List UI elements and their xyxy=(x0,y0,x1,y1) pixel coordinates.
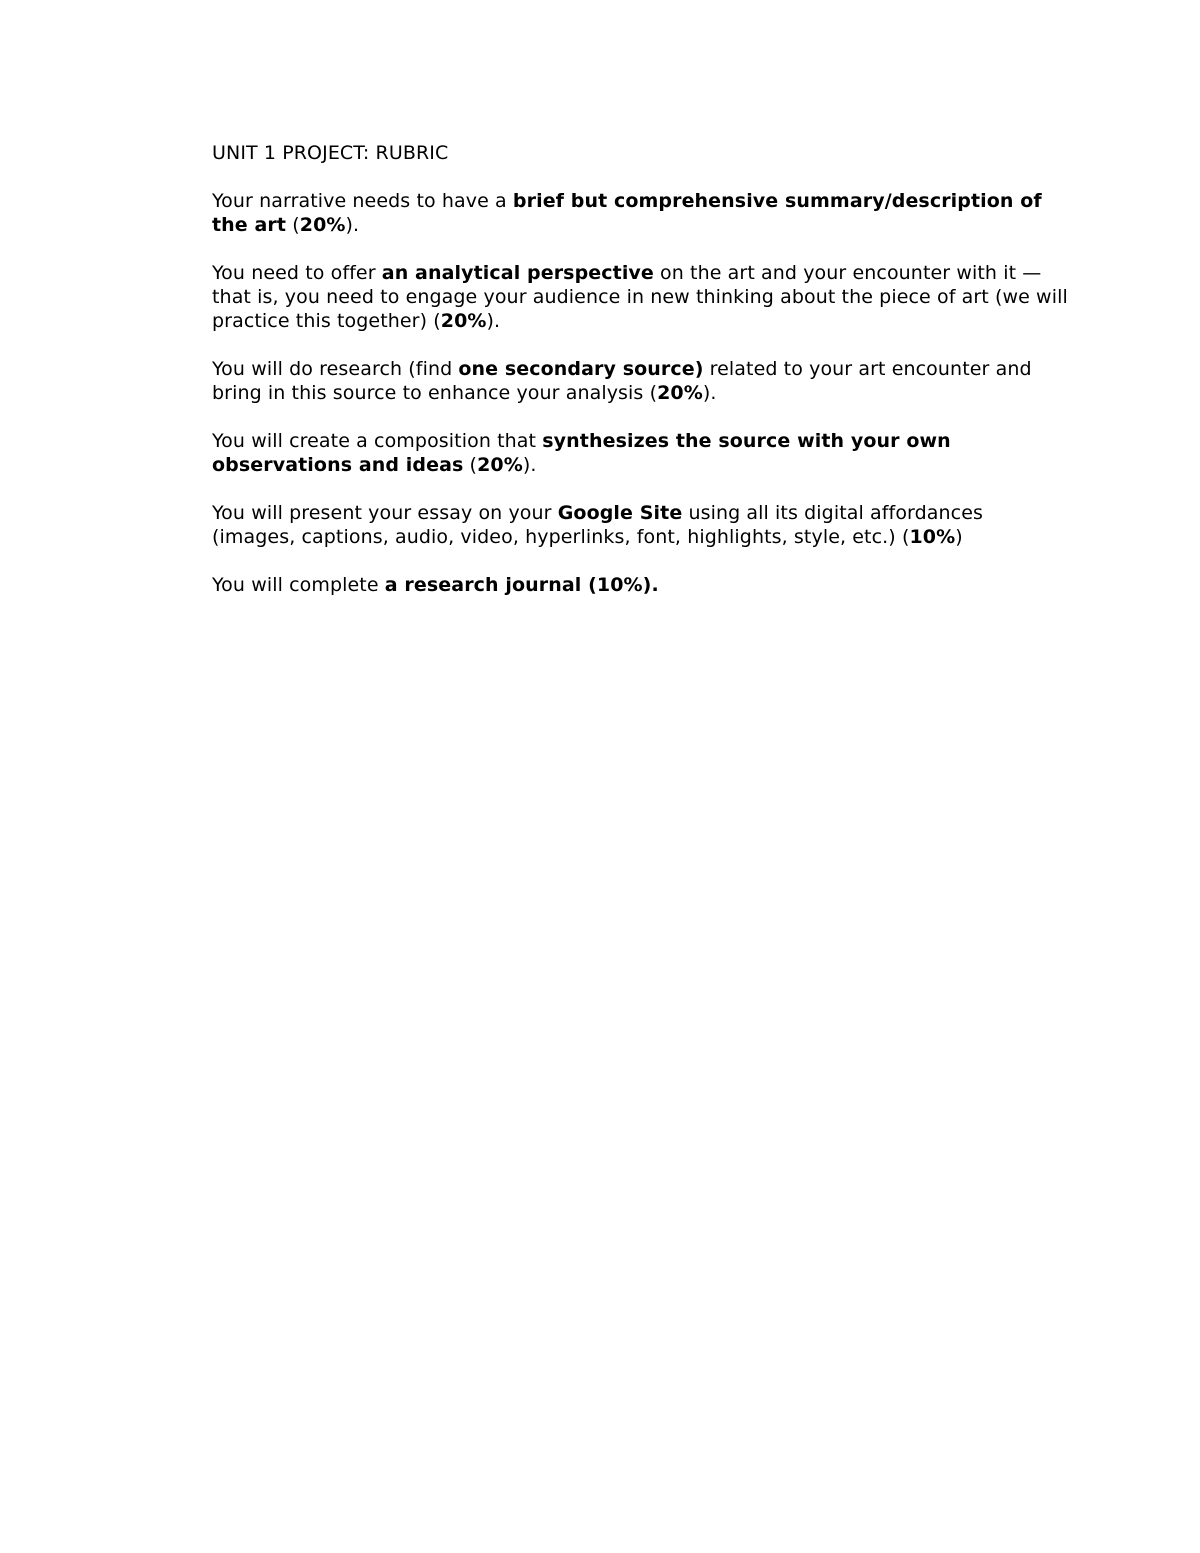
segment: related to your art encounter and bring in this source to enhance your analysis ( xyxy=(212,358,1032,404)
percent-weight: 20% xyxy=(440,310,487,332)
rubric-item-google-site xyxy=(212,501,1072,549)
segment: on the art and your encounter with it — that is, you need to engage your audience in new thinking about the piece of art (we will practice this together) ( xyxy=(212,262,1068,332)
segment: using all its digital affordances (images, captions, audio, video, hyperlinks, font, highlights, style, etc.) ( xyxy=(212,502,984,548)
segment: ). xyxy=(345,214,360,236)
segment: ). xyxy=(702,382,717,404)
segment: Your narrative needs to have a xyxy=(212,190,513,212)
rubric-item-analysis xyxy=(212,261,1072,333)
rubric-item-journal xyxy=(212,573,1072,597)
rubric-item-research xyxy=(212,357,1072,405)
segment: ( xyxy=(463,454,478,476)
bold-segment: one secondary source) xyxy=(458,358,704,380)
segment: You need to offer xyxy=(212,262,382,284)
rubric-item-synthesis xyxy=(212,429,1072,477)
segment: ). xyxy=(486,310,501,332)
document-content xyxy=(212,141,1072,597)
percent-weight: 20% xyxy=(299,214,346,236)
segment: You will do research (find xyxy=(212,358,459,380)
percent-weight: 20% xyxy=(477,454,523,476)
bold-segment: brief but comprehensive summary/description of the art xyxy=(212,190,1042,236)
segment: You will complete xyxy=(212,574,385,596)
segment: You will create a composition that xyxy=(212,430,543,452)
document-title: UNIT 1 PROJECT: RUBRIC xyxy=(212,142,449,164)
percent-weight: 20% xyxy=(657,382,703,404)
bold-segment: Google Site xyxy=(557,502,683,524)
bold-segment: synthesizes the source with your own observations and ideas xyxy=(212,430,951,476)
segment: ( xyxy=(286,214,300,236)
segment: ). xyxy=(522,454,537,476)
segment: ) xyxy=(955,526,963,548)
segment: You will present your essay on your xyxy=(212,502,558,524)
rubric-item-summary xyxy=(212,189,1072,237)
bold-segment: a research journal (10%). xyxy=(384,574,659,596)
percent-weight: 10% xyxy=(909,526,956,548)
bold-segment: an analytical perspective xyxy=(381,262,654,284)
